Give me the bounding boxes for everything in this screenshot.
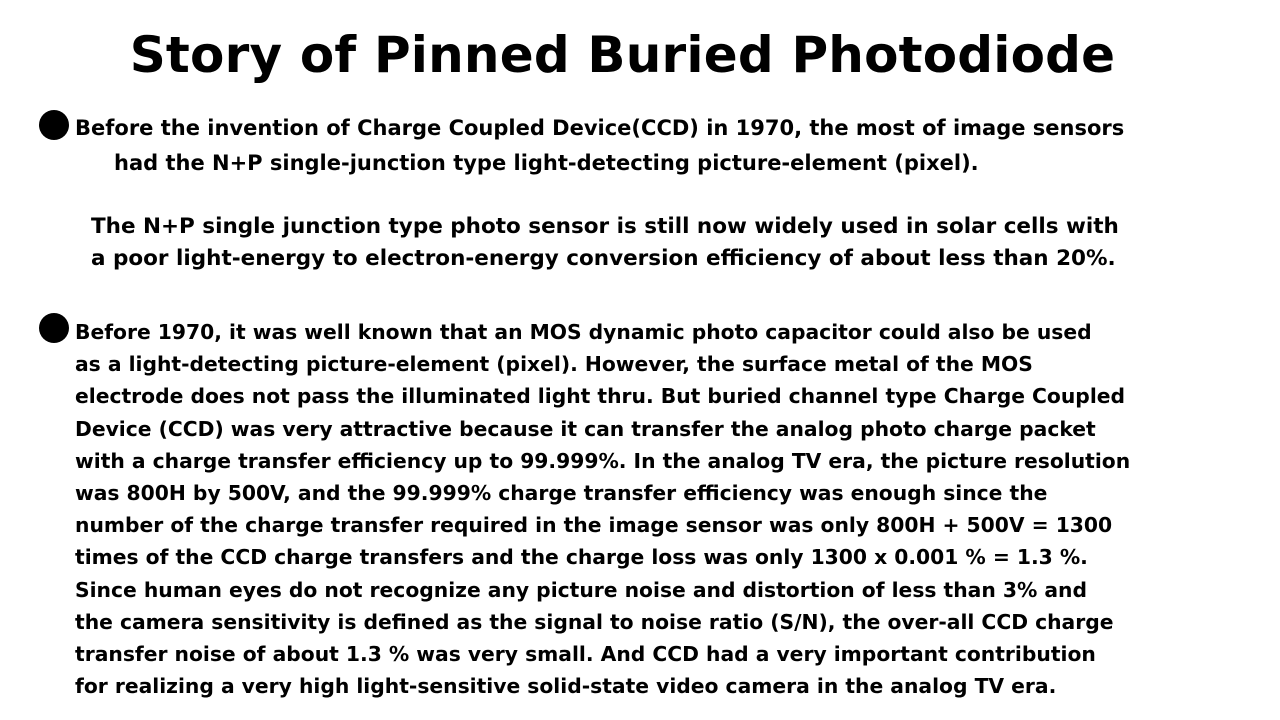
bullet-2-line: transfer noise of about 1.3 % was very small. And CCD had a very important contribution bbox=[75, 642, 1096, 666]
bullet-2-line: with a charge transfer efficiency up to 99.999%. In the analog TV era, the picture resolution bbox=[75, 449, 1131, 473]
bullet-2-line: Device (CCD) was very attractive because it can transfer the analog photo charge packet bbox=[75, 417, 1096, 441]
bullet-2-line: times of the CCD charge transfers and the charge loss was only 1300 x 0.001 % = 1.3 %. bbox=[75, 545, 1088, 569]
slide-title: Story of Pinned Buried Photodiode bbox=[129, 26, 1116, 84]
bullet-2-line: number of the charge transfer required in the image sensor was only 800H + 500V = 1300 bbox=[75, 513, 1113, 537]
bullet-1-line-2: had the N+P single-junction type light-detecting picture-element (pixel). bbox=[114, 151, 979, 175]
bullet-2-line: Since human eyes do not recognize any picture noise and distortion of less than 3% and bbox=[75, 578, 1087, 602]
bullet-2-line: electrode does not pass the illuminated light thru. But buried channel type Charge Coupled bbox=[75, 384, 1126, 408]
bullet-1-line-1: Before the invention of Charge Coupled Device(CCD) in 1970, the most of image sensors bbox=[75, 116, 1125, 140]
bullet-2-line: as a light-detecting picture-element (pixel). However, the surface metal of the MOS bbox=[75, 352, 1033, 376]
bullet-dot bbox=[39, 110, 69, 140]
note-line-1: The N+P single junction type photo sensor is still now widely used in solar cells with bbox=[91, 214, 1119, 239]
bullet-2-line: Before 1970, it was well known that an MOS dynamic photo capacitor could also be used bbox=[75, 320, 1092, 344]
bullet-2-line: the camera sensitivity is defined as the signal to noise ratio (S/N), the over-all CCD charge bbox=[75, 610, 1114, 634]
bullet-2-line: was 800H by 500V, and the 99.999% charge transfer efficiency was enough since the bbox=[75, 481, 1048, 505]
bullet-dot bbox=[39, 313, 69, 343]
note-line-2: a poor light-energy to electron-energy conversion efficiency of about less than 20%. bbox=[91, 246, 1116, 271]
bullet-2-line: for realizing a very high light-sensitive solid-state video camera in the analog TV era. bbox=[75, 674, 1057, 698]
